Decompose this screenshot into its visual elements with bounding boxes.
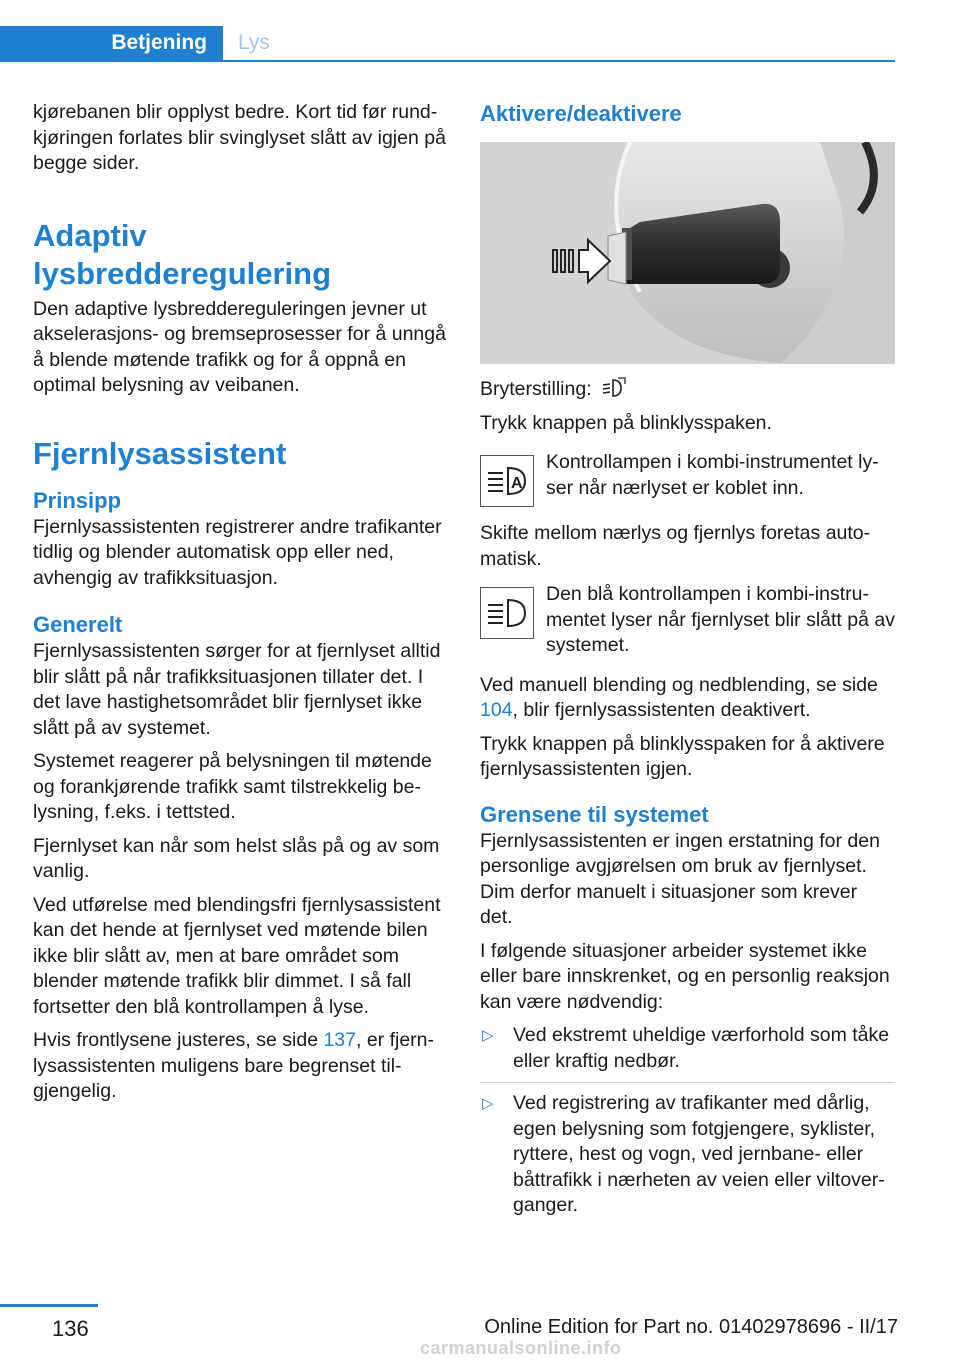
general-paragraph-2: Systemet reagerer på belysningen til møtende og forankjørende trafikk samt tilstrekkelig belysning, f.eks. i tettsted.	[33, 750, 432, 823]
general-paragraph-3: Fjernlyset kan når som helst slås på og av som vanlig.	[33, 834, 440, 882]
right-column	[480, 100, 895, 1235]
manual-text-end: , blir fjernlysassistenten deaktivert.	[512, 699, 811, 721]
activate-heading: Aktivere/deaktivere	[480, 101, 682, 126]
page-link-104[interactable]: 104	[480, 699, 513, 721]
low-beam-indicator-text: Kontrollampen i kombi-instrumentet lyser når nærlyset er koblet inn.	[546, 451, 879, 499]
assistant-heading: Fjernlysassistent	[33, 435, 287, 471]
high-beam-assist-icon	[601, 376, 627, 398]
header-divider	[0, 60, 895, 62]
intro-paragraph: kjørebanen blir opplyst bedre. Kort tid før rundkjøringen forlates blir svinglyset slått av igjen på begge sider.	[33, 101, 446, 174]
left-column	[33, 100, 448, 1113]
general-paragraph-1: Fjernlysassistenten sørger for at fjernlyset alltid blir slått på når trafikksituasjonen tillater det. I det lave hastighetsområdet blir fjernlyset ikke slått på av systemet.	[33, 640, 441, 739]
manual-text: Ved manuell blending og nedblending, se side	[480, 673, 878, 696]
switch-position-label: Bryterstilling:	[480, 378, 592, 400]
high-beam-indicator-icon	[480, 587, 534, 639]
auto-switch-paragraph: Skifte mellom nærlys og fjernlys foretas automatisk.	[480, 522, 871, 570]
chapter-tab-betjening[interactable]: Betjening	[0, 26, 223, 60]
page-number: 136	[52, 1316, 89, 1341]
page-link-137[interactable]: 137	[323, 1029, 356, 1051]
triangle-bullet-icon: ▷	[482, 1095, 494, 1112]
adaptive-heading: Adaptiv lysbredderegulering	[33, 217, 332, 291]
low-beam-indicator-note	[480, 450, 895, 507]
high-beam-assist-indicator-icon	[480, 455, 534, 507]
press-button-paragraph: Trykk knappen på blinklysspaken.	[480, 411, 772, 434]
svg-text:A: A	[511, 475, 523, 492]
general-p5-text-end: , er fjernlysassistenten muligens bare begrenset tilgjengelig.	[33, 1029, 435, 1102]
watermark: carmanualsonline.info	[420, 1338, 622, 1358]
edition-text: Online Edition for Part no. 01402978696 - II/17	[484, 1316, 898, 1338]
lever-photo	[480, 142, 895, 364]
list-item-text: Ved ekstremt uheldige værforhold som tåke eller kraftig nedbør.	[513, 1024, 890, 1072]
high-beam-indicator-note	[480, 582, 895, 659]
adaptive-paragraph: Den adaptive lysbreddereguleringen jevner ut akselerasjons- og bremseprosesser for å unngå å blende møtende trafikk og for å oppnå en optimal belysning av veibanen.	[33, 297, 446, 396]
limits-paragraph-2: I følgende situasjoner arbeider systemet ikke eller bare innskrenket, og en personlig reaksjon kan være nødvendig:	[480, 939, 890, 1013]
list-item	[480, 1091, 895, 1227]
limits-paragraph-1: Fjernlysassistenten er ingen erstatning for den personlige avgjørelsen om bruk av fjernlyset. Dim derfor manuelt i situasjoner som krever det.	[480, 829, 880, 928]
principle-paragraph: Fjernlysassistenten registrerer andre trafikanter tidlig og blender automatisk opp eller ned, avhengig av trafikksituasjon.	[33, 515, 442, 589]
triangle-bullet-icon: ▷	[482, 1027, 494, 1044]
section-tab-lys[interactable]: Lys	[238, 31, 270, 54]
list-item	[480, 1023, 895, 1083]
general-p5-text: Hvis frontlysene justeres, se side	[33, 1029, 324, 1051]
page-header	[0, 0, 960, 62]
manual-dimming-paragraph	[480, 673, 895, 724]
footer-divider	[0, 1304, 98, 1307]
limits-list	[480, 1023, 895, 1227]
general-heading: Generelt	[33, 612, 123, 637]
general-paragraph-4: Ved utførelse med blendingsfri fjernlysassistent kan det hende at fjernlyset ved møtende bilen ikke blir slått av, men at bare området som blender møtende trafikk blir dimmet. I så fall fortsetter den blå kontrollampen å lyse.	[33, 893, 441, 1018]
high-beam-indicator-text: Den blå kontrollampen i kombi-instrumentet lyser når fjernlyset blir slått på av systemet.	[546, 583, 895, 656]
switch-position-line	[480, 376, 895, 403]
principle-heading: Prinsipp	[33, 487, 122, 513]
list-item-text: Ved registrering av trafikanter med dårlig, egen belysning som fotgjengere, syklister, ryttere, hest og vogn, ved jernbane- eller båttrafikk i nærheten av veien eller viltoverganger.	[513, 1092, 885, 1216]
limits-heading: Grensene til systemet	[480, 801, 709, 827]
reactivate-paragraph: Trykk knappen på blinklysspaken for å aktivere fjernlysassistenten igjen.	[480, 732, 885, 780]
general-paragraph-5	[33, 1028, 448, 1105]
